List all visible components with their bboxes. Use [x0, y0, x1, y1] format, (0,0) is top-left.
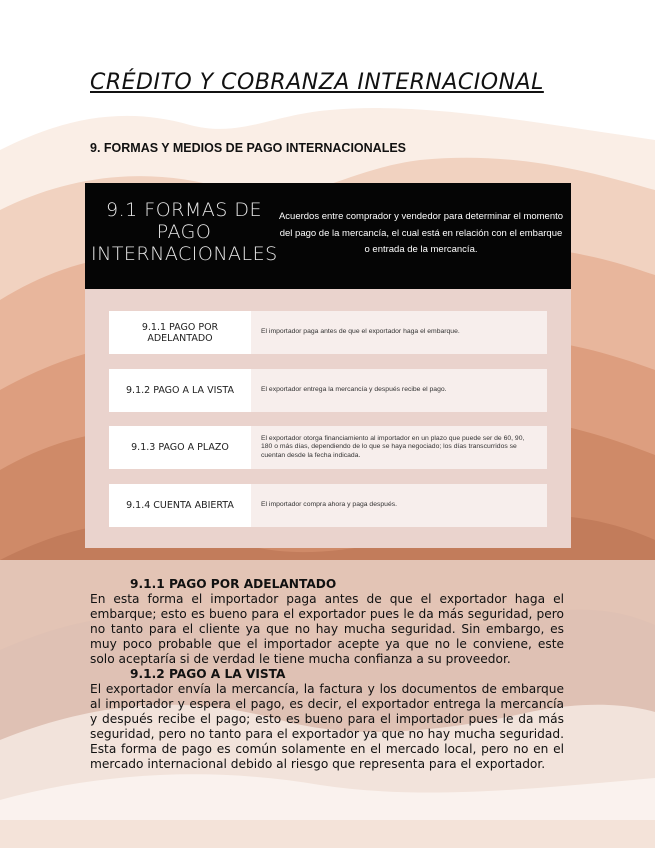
payment-row-label: 9.1.3 PAGO A PLAZO — [109, 426, 251, 469]
payment-row-label: 9.1.1 PAGO POR ADELANTADO — [109, 311, 251, 354]
document-title: CRÉDITO Y COBRANZA INTERNACIONAL — [90, 70, 544, 95]
infographic-header — [85, 183, 571, 289]
payment-row-label: 9.1.2 PAGO A LA VISTA — [109, 369, 251, 412]
infographic-title: 9.1 FORMAS DE PAGO INTERNACIONALES — [91, 199, 278, 265]
paragraph-vista: El exportador envía la mercancía, la factura y los documentos de embarque al importador y espera el pago, es decir, el exportador entrega la mercancía y después recibe el pago; esto es bueno para el importador pues le da más seguridad, pero no tanto para el exportador ya que no hay mucha seguridad. Esta forma de pago es común solamente en el mercado local, pero no en el mercado internacional debido al riesgo que representa para el exportador. — [90, 682, 564, 771]
payment-forms-infographic — [85, 183, 571, 548]
infographic-description: Acuerdos entre comprador y vendedor para determinar el momento del pago de la mercancía, el cual está en relación con el embarque o entrada de la mercancía. — [278, 211, 564, 255]
section-heading: 9. FORMAS Y MEDIOS DE PAGO INTERNACIONALES — [90, 141, 407, 155]
subsection-heading-adelantado: 9.1.1 PAGO POR ADELANTADO — [130, 577, 337, 591]
payment-row-description: El importador paga antes de que el exportador haga el embarque. — [251, 311, 547, 354]
payment-row-description: El importador compra ahora y paga después. — [251, 484, 547, 527]
payment-row-adelantado — [109, 311, 547, 354]
payment-row-plazo — [109, 426, 547, 469]
paragraph-adelantado: En esta forma el importador paga antes de que el exportador haga el embarque; esto es bueno para el exportador pues le da más seguridad, pero no tanto para el cliente ya que no hay mucha seguridad. Sin embargo, es muy poco probable que el importador acepte ya que no le conviene, este solo aceptaría si de verdad le tiene mucha confianza a su proveedor. — [90, 592, 564, 666]
subsection-heading-vista: 9.1.2 PAGO A LA VISTA — [130, 667, 286, 681]
payment-row-vista — [109, 369, 547, 412]
body-text-block — [90, 577, 564, 772]
payment-row-label: 9.1.4 CUENTA ABIERTA — [109, 484, 251, 527]
payment-row-cuenta-abierta — [109, 484, 547, 527]
payment-row-description: El exportador entrega la mercancía y después recibe el pago. — [251, 369, 547, 412]
payment-row-description: El exportador otorga financiamiento al importador en un plazo que puede ser de 60, 90, 180 o más días, dependiendo de lo que se haya negociado; los días transcurridos se cuentan desde la fecha indicada. — [251, 426, 547, 469]
